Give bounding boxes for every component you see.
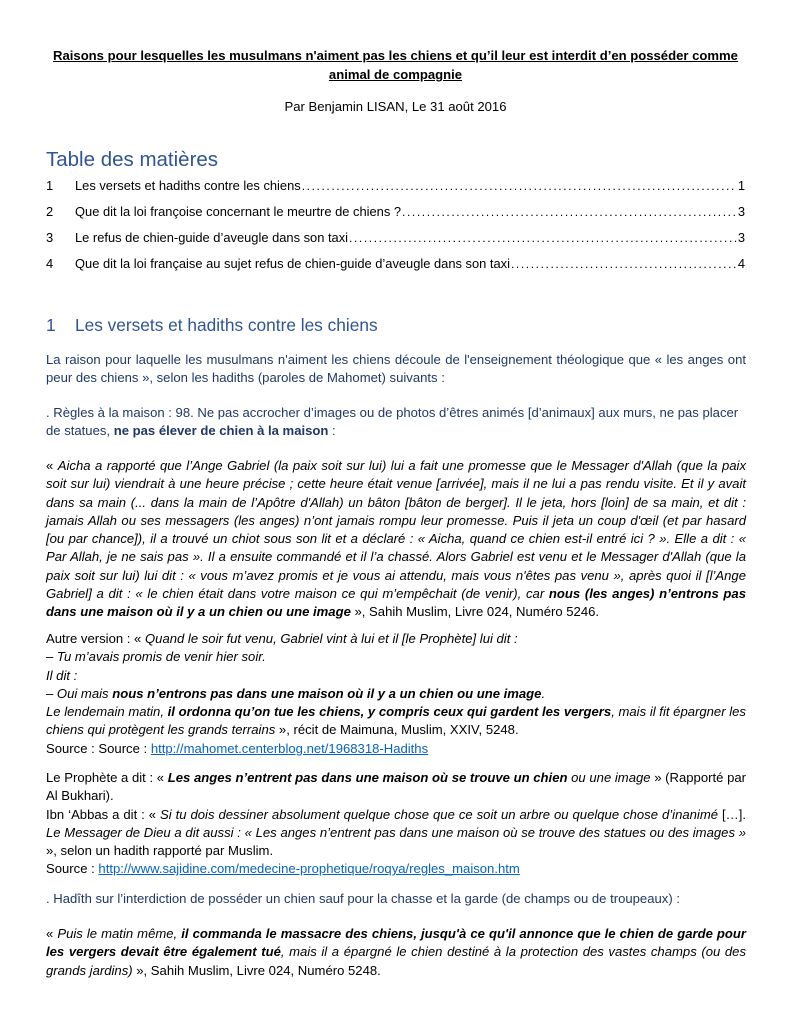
toc-entry-page[interactable]: 3: [737, 230, 745, 245]
intro-paragraph: La raison pour laquelle les musulmans n'aiment les chiens découle de l'enseignement théologique que « les anges ont peur des chiens », selon les hadiths (paroles de Mahomet) suivants :: [46, 352, 746, 386]
source-link[interactable]: http://mahomet.centerblog.net/1968318-Hadiths: [150, 740, 429, 756]
author-date-line: Par Benjamin LISAN, Le 31 août 2016: [284, 99, 507, 114]
prophet-said-emphasis: Les anges n’entrent pas dans une maison où se trouve un chien: [167, 770, 568, 785]
ibn-abbas-ellipsis: […].: [718, 806, 746, 822]
other-version-text: – Oui mais: [46, 685, 113, 701]
rules-colon: :: [328, 423, 336, 439]
rules-text: . Règles à la maison : 98. Ne pas accrocher d’images ou de photos d’êtres animés [d’animaux] aux murs, ne pas placer de statues,: [46, 405, 739, 439]
prophet-said-label: Le Prophète a dit : «: [46, 770, 168, 785]
toc-entry-text[interactable]: Le refus de chien-guide d’aveugle dans son taxi: [75, 230, 349, 245]
toc-leader-dots: [402, 204, 737, 221]
quote-reference: », Sahih Muslim, Livre 024, Numéro 5246.: [350, 604, 600, 620]
toc-entry[interactable]: [46, 255, 745, 272]
other-version-text: Le lendemain matin,: [46, 704, 168, 720]
other-version-text: Il dit :: [46, 667, 78, 683]
ibn-abbas-quote: Le Messager de Dieu a dit aussi : « Les anges n’entrent pas dans une maison où se trouve des statues ou des images »: [46, 824, 746, 840]
quote-reference: », Sahih Muslim, Livre 024, Numéro 5248.: [132, 962, 381, 978]
toc-entry-text[interactable]: Que dit la loi françoise concernant le meurtre de chiens ?: [75, 204, 402, 219]
quote-emphasis: il commanda le massacre des chiens, jusqu'à ce qu'il annonce que le chien de garde pour les vergers devait être également tué: [46, 926, 747, 960]
toc-entry-page[interactable]: 1: [737, 178, 745, 193]
toc-entry-number: 2: [46, 204, 54, 219]
quote-text: Puis le matin même,: [57, 926, 182, 941]
other-version-line: [46, 703, 746, 740]
other-version-text: – Tu m’avais promis de venir hier soir.: [46, 649, 266, 665]
quote-emphasis: nous (les anges) n’entrons pas dans une maison où il y a un chien ou une image: [46, 586, 746, 620]
toc-entry[interactable]: [46, 229, 745, 246]
other-version-text: , mais il fit épargner les chiens qui protègent les grands terrains: [46, 704, 746, 738]
toc-entry-number: 3: [46, 230, 54, 245]
toc-entry-text[interactable]: Que dit la loi française au sujet refus de chien-guide d’aveugle dans son taxi: [75, 256, 510, 271]
document-title: Raisons pour lesquelles les musulmans n'aiment pas les chiens et qu’il leur est interdit d’en posséder comme animal de compagnie: [53, 48, 738, 82]
quote-open: «: [46, 926, 58, 941]
house-rules-paragraph: [46, 404, 746, 441]
toc-entry-number: 4: [46, 256, 54, 271]
other-version-line: [46, 667, 746, 685]
prophet-said-reference: » (Rapporté par Al Bukhari).: [46, 770, 746, 804]
toc-heading: Table des matières: [46, 148, 219, 171]
toc-entry-page[interactable]: 3: [737, 204, 745, 219]
source-label: Source :: [46, 861, 99, 877]
hadith-quote-massacre: [46, 925, 746, 980]
ibn-abbas-text: Si tu dois dessiner absolument quelque chose que ce soit un arbre ou quelque chose d’inanimé: [160, 806, 719, 822]
toc-entry-page[interactable]: 4: [737, 256, 745, 271]
hadith-heading-paragraph: . Hadîth sur l’interdiction de posséder un chien sauf pour la chasse et la garde (de champs ou de troupeaux) :: [46, 891, 680, 906]
toc-entry[interactable]: [46, 177, 745, 194]
toc-leader-dots: [302, 178, 737, 195]
other-version-line: [46, 630, 746, 648]
section-heading-text: Les versets et hadiths contre les chiens: [75, 315, 378, 335]
toc-leader-dots: [511, 256, 737, 273]
other-version-text: .: [541, 685, 546, 701]
quote-open: «: [46, 458, 58, 473]
hadith-quote-aicha: [46, 457, 746, 622]
prophet-said-text: ou une image: [567, 770, 651, 785]
ibn-abbas-label: Ibn ‘Abbas a dit : «: [46, 806, 161, 822]
other-version-text: Quand le soir fut venu, Gabriel vint à lui et il [le Prophète] lui dit :: [144, 631, 518, 646]
other-version-reference: », récit de Maimuna, Muslim, XXIV, 5248.: [275, 722, 519, 738]
ibn-abbas-reference: », selon un hadith rapporté par Muslim.: [46, 843, 274, 859]
other-version-line: [46, 685, 746, 703]
other-version-line: [46, 648, 746, 666]
ibn-abbas-line: [46, 806, 746, 861]
source-label: Source : Source :: [46, 740, 151, 756]
section-heading: [46, 314, 378, 336]
section-number: 1: [46, 315, 56, 335]
toc-leader-dots: [349, 230, 737, 247]
quote-text: , mais il a épargné le chien destiné à la protection des vastes champs (ou des grands jardins): [46, 944, 746, 978]
source-line: [46, 860, 746, 878]
rules-emphasis: ne pas élever de chien à la maison: [113, 423, 329, 439]
source-link[interactable]: http://www.sajidine.com/medecine-prophetique/roqya/regles_maison.htm: [98, 861, 520, 877]
other-version-block: [46, 630, 746, 758]
toc-entry[interactable]: [46, 203, 745, 220]
prophet-said-block: [46, 769, 746, 879]
prophet-said-line: [46, 769, 746, 806]
other-version-emphasis: il ordonna qu’on tue les chiens, y compris ceux qui gardent les vergers: [167, 704, 612, 720]
quote-body: Aicha a rapporté que l’Ange Gabriel (la paix soit sur lui) lui a fait une promesse que le Messager d'Allah (que la paix soit sur lui) viendrait à une heure précise ; cette heure était venue [arrivée], mais il ne lui a pas rendu visite. Et il y avait dans sa main (... dans la main de l’Apôtre d'Allah) un bâton [bâton de berger]. Il le jeta, hors [loin] de sa main, et dit : jamais Allah ou ses messagers (les anges) n’ont jamais rompu leur promesse. Puis il jeta un coup d'œil (et par hasard [ou par chance]), il a trouvé un chiot sous son lit et a déclaré : « Aicha, quand ce chien est-il entré ici ? ». Elle a dit : « Par Allah, je ne sais pas ». Il a ensuite commandé et il l’a chassé. Alors Gabriel est venu et le Messager d'Allah (que la paix soit sur lui) lui dit : « vous m’avez promis et je vous ai attendu, mais vous n'êtes pas venu », après quoi il [l’Ange Gabriel] a dit : « le chien était dans votre maison ce qui m’empêchait (de venir), car: [46, 458, 747, 602]
other-version-label: Autre version : «: [46, 631, 145, 646]
source-line: [46, 740, 746, 758]
other-version-emphasis: nous n’entrons pas dans une maison où il y a un chien ou une image: [112, 685, 542, 701]
toc-entry-number: 1: [46, 178, 54, 193]
toc-entry-text[interactable]: Les versets et hadiths contre les chiens: [75, 178, 301, 193]
